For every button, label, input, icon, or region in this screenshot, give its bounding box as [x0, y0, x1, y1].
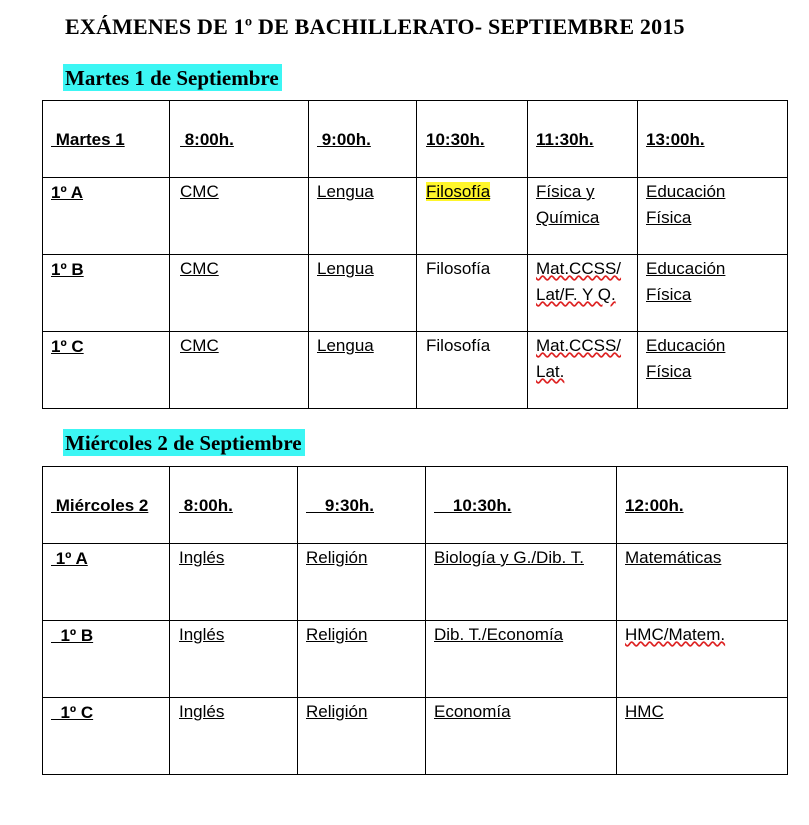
column-header: 10:30h.	[426, 130, 485, 149]
row-label: 1º A	[51, 183, 84, 202]
column-header: 8:00h.	[180, 130, 234, 149]
table-row	[43, 332, 788, 409]
day2-heading: Miércoles 2 de Septiembre	[63, 429, 305, 456]
row-label: 1º C	[51, 337, 84, 356]
table-row	[43, 698, 788, 775]
table-row	[43, 621, 788, 698]
column-header: 9:00h.	[317, 130, 371, 149]
subject-cell: Religión	[306, 702, 368, 721]
row-label: 1º B	[51, 260, 84, 279]
day1-schedule-table	[42, 100, 788, 409]
day1-heading: Martes 1 de Septiembre	[63, 64, 282, 91]
table-header-row	[43, 467, 788, 544]
column-header: 11:30h.	[536, 130, 594, 149]
column-header: Miércoles 2	[51, 496, 149, 515]
table-row	[43, 255, 788, 332]
column-header: 13:00h.	[646, 130, 705, 149]
table-row	[43, 544, 788, 621]
subject-cell: Religión	[306, 625, 368, 644]
subject-cell: Dib. T./Economía	[434, 625, 564, 644]
subject-cell: Educación Física	[646, 182, 726, 227]
subject-cell: Inglés	[179, 702, 225, 721]
subject-cell: Mat.CCSS/ Lat/F. Y Q.	[536, 259, 622, 304]
column-header: 10:30h.	[434, 496, 512, 515]
subject-cell: Religión	[306, 548, 368, 567]
day2-schedule-table	[42, 466, 788, 775]
highlighted-subject: Filosofía	[426, 182, 491, 201]
row-label: 1º A	[51, 549, 88, 568]
subject-cell: Inglés	[179, 548, 225, 567]
subject-cell	[426, 178, 527, 205]
column-header: Martes 1	[51, 130, 125, 149]
column-header: 9:30h.	[306, 496, 375, 515]
document-title: EXÁMENES DE 1º DE BACHILLERATO- SEPTIEMBRE 2015	[65, 14, 685, 39]
subject-cell: Filosofía	[426, 336, 491, 355]
subject-cell: Educación Física	[646, 259, 726, 304]
subject-cell: Matemáticas	[625, 548, 722, 567]
subject-cell: Filosofía	[426, 259, 491, 278]
column-header: 12:00h.	[625, 496, 684, 515]
subject-cell: Lengua	[317, 336, 374, 355]
row-label: 1º C	[51, 703, 94, 722]
subject-cell: Mat.CCSS/ Lat.	[536, 336, 622, 381]
subject-cell: CMC	[180, 259, 219, 278]
subject-cell: Lengua	[317, 259, 374, 278]
subject-cell: CMC	[180, 336, 219, 355]
subject-cell: HMC	[625, 702, 664, 721]
table-row	[43, 178, 788, 255]
subject-cell: Economía	[434, 702, 511, 721]
column-header: 8:00h.	[179, 496, 233, 515]
subject-cell: Lengua	[317, 182, 374, 201]
subject-cell: CMC	[180, 182, 219, 201]
subject-cell: Educación Física	[646, 336, 726, 381]
subject-cell: HMC/Matem.	[625, 625, 726, 644]
subject-cell: Inglés	[179, 625, 225, 644]
subject-cell: Física y Química	[536, 182, 600, 227]
row-label: 1º B	[51, 626, 94, 645]
table-header-row	[43, 101, 788, 178]
subject-cell: Biología y G./Dib. T.	[434, 548, 584, 567]
